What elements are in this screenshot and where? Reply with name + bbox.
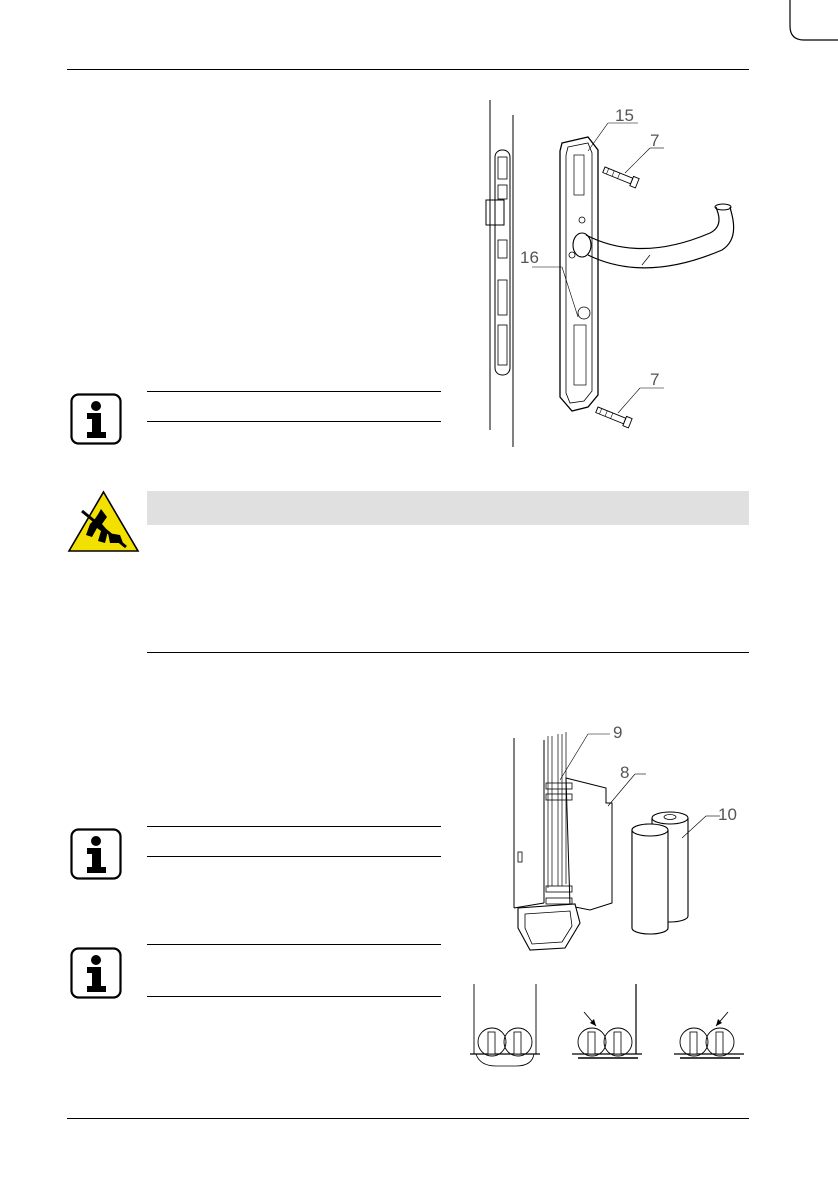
esd-warning-band bbox=[147, 491, 749, 525]
esd-warning-icon bbox=[68, 491, 139, 552]
orientation-panel-1 bbox=[470, 984, 540, 1066]
lock-installation-figure bbox=[470, 95, 760, 450]
orientation-panel-3 bbox=[674, 1012, 744, 1058]
note-rule-top bbox=[147, 944, 441, 945]
info-icon bbox=[70, 828, 122, 880]
section-rule bbox=[147, 652, 749, 653]
callout-16: 16 bbox=[520, 248, 539, 267]
callout-15: 15 bbox=[615, 106, 634, 125]
orientation-panel-2 bbox=[572, 984, 642, 1058]
header-rule bbox=[67, 69, 749, 70]
info-icon bbox=[70, 947, 122, 999]
note-rule-bottom bbox=[147, 856, 441, 857]
callout-7-lower: 7 bbox=[650, 370, 660, 389]
note-rule-top bbox=[147, 826, 441, 827]
note-rule-bottom bbox=[147, 996, 441, 997]
callout-10: 10 bbox=[718, 805, 737, 824]
battery-orientation-figure bbox=[466, 982, 756, 1072]
battery-compartment-figure bbox=[470, 718, 760, 950]
callout-8: 8 bbox=[620, 763, 630, 782]
note-rule-top bbox=[147, 391, 441, 392]
note-rule-bottom bbox=[147, 421, 441, 422]
callout-9: 9 bbox=[613, 723, 623, 742]
callout-7-upper: 7 bbox=[650, 131, 660, 150]
page-corner-mark bbox=[790, 0, 838, 70]
info-icon bbox=[70, 393, 122, 445]
footer-rule bbox=[67, 1118, 749, 1119]
